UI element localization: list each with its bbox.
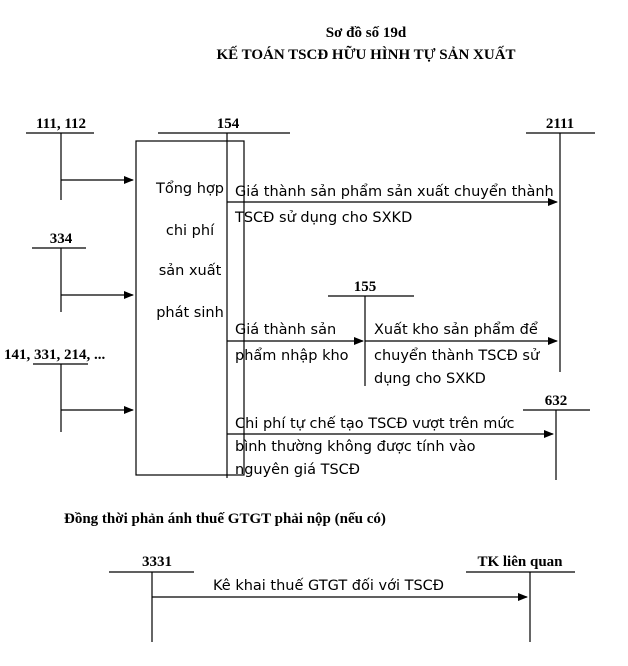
account-141-331-214-label: 141, 331, 214, ... (4, 347, 106, 363)
account-111-112-label: 111, 112 (35, 116, 87, 132)
flow-from-155-text-3: dụng cho SXKD (374, 371, 486, 387)
flow-to-632-text-2: bình thường không được tính vào (235, 439, 476, 455)
box-line-1: Tổng hợp (156, 181, 224, 197)
diagram-number: Sơ đồ số 19d (325, 25, 407, 41)
vat-flow-text: Kê khai thuế GTGT đối với TSCĐ (213, 578, 445, 594)
flow-to-155-text-1: Giá thành sản (235, 322, 337, 338)
account-2111-label: 2111 (545, 116, 575, 132)
flow-to-632-text-3: nguyên giá TSCĐ (235, 462, 361, 478)
vat-note: Đồng thời phản ánh thuế GTGT phải nộp (nếu có) (64, 511, 386, 527)
flow-to-2111-text-1: Giá thành sản phẩm sản xuất chuyển thành (235, 184, 554, 200)
flow-to-2111-text-2: TSCĐ sử dụng cho SXKD (235, 210, 413, 226)
box-line-3: sản xuất (158, 263, 222, 279)
account-155-label: 155 (353, 279, 377, 295)
flow-to-155-text-2: phẩm nhập kho (235, 348, 349, 364)
account-154-label: 154 (216, 116, 240, 132)
account-related-label: TK liên quan (477, 554, 563, 570)
diagram-title: KẾ TOÁN TSCĐ HỮU HÌNH TỰ SẢN XUẤT (216, 47, 516, 63)
box-line-2: chi phí (165, 223, 215, 239)
flow-from-155-text-2: chuyển thành TSCĐ sử (374, 348, 540, 364)
account-632-label: 632 (544, 393, 568, 409)
flow-to-632-text-1: Chi phí tự chế tạo TSCĐ vượt trên mức (235, 416, 515, 432)
account-3331-label: 3331 (142, 554, 172, 570)
account-334-label: 334 (49, 231, 73, 247)
flow-from-155-text-1: Xuất kho sản phẩm để (374, 322, 538, 338)
box-line-4: phát sinh (156, 305, 224, 321)
